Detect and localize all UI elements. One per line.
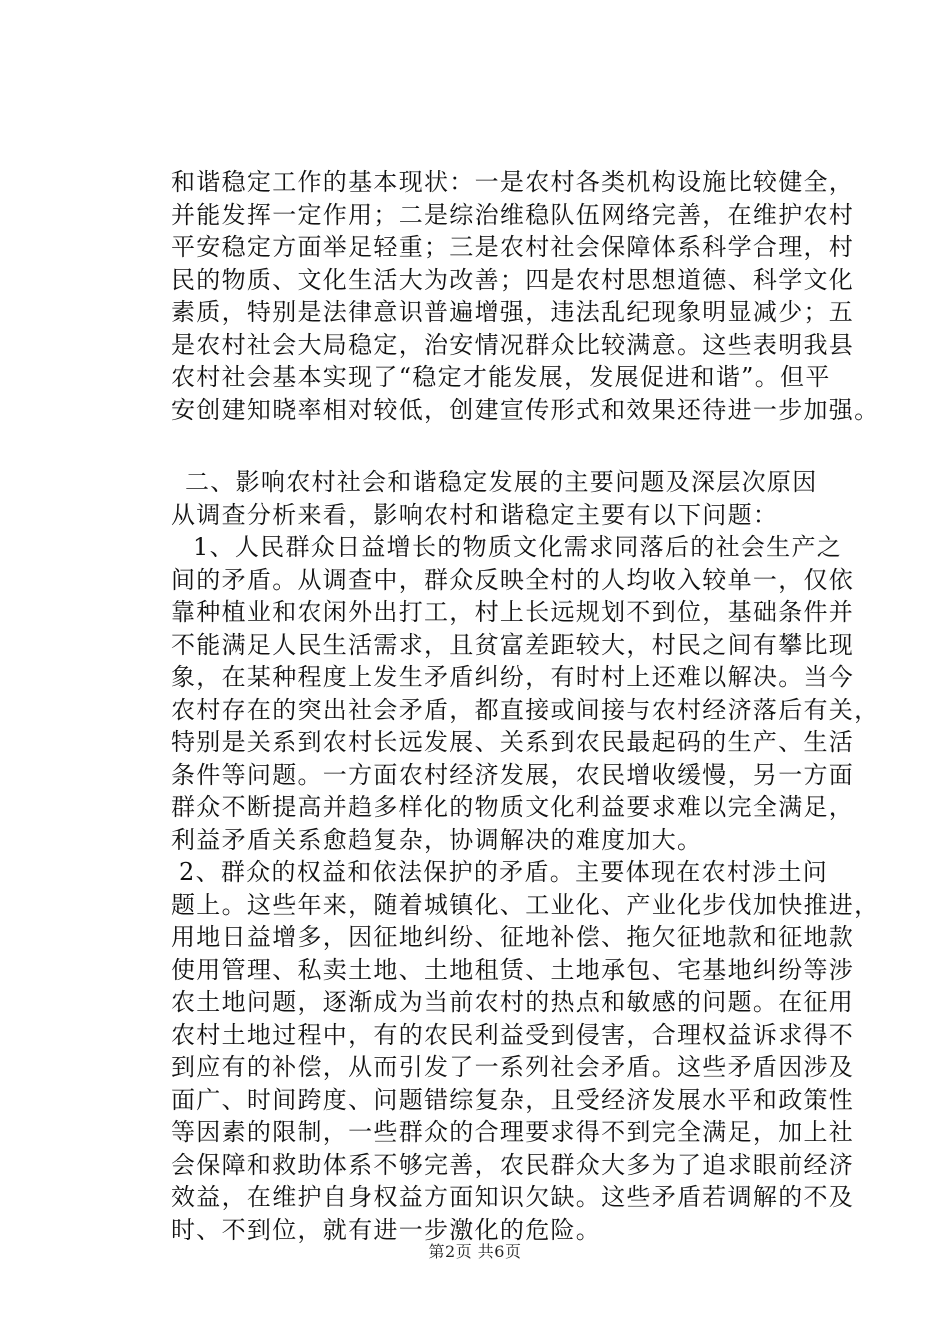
document-body: [171, 166, 880, 1246]
text-line: 会保障和救助体系不够完善，农民群众大多为了追求眼前经济: [171, 1150, 855, 1179]
text-line: 农村存在的突出社会矛盾，都直接或间接与农村经济落后有关，: [171, 695, 880, 724]
text-line: 平安稳定方面举足轻重；三是农村社会保障体系科学合理，村: [171, 233, 855, 261]
text-line: 农土地问题，逐渐成为当前农村的热点和敏感的问题。在征用: [171, 988, 855, 1016]
text-line: 靠种植业和农闲外出打工，村上长远规划不到位，基础条件并: [171, 598, 855, 626]
text-line: 2、群众的权益和依法保护的矛盾。主要体现在农村涉土问: [179, 858, 829, 886]
text-line: 特别是关系到农村长远发展、关系到农民最起码的生产、生活: [171, 728, 855, 756]
text-line: 农村社会基本实现了“稳定才能发展，发展促进和谐”。但平: [171, 363, 831, 391]
text-line: 时、不到位，就有进一步激化的危险。: [171, 1215, 602, 1244]
text-line: 和谐稳定工作的基本现状：一是农村各类机构设施比较健全，: [171, 168, 855, 196]
text-line: 到应有的补偿，从而引发了一系列社会矛盾。这些矛盾因涉及: [171, 1053, 855, 1081]
paragraph-current-status: [171, 166, 880, 426]
paragraph-intro: [171, 499, 861, 532]
text-line: 民的物质、文化生活大为改善；四是农村思想道德、科学文化: [171, 265, 855, 294]
paragraph-spacer: [171, 426, 861, 466]
paragraph-item-1: [171, 531, 880, 856]
text-line: 题上。这些年来，随着城镇化、工业化、产业化步伐加快推进，: [171, 890, 880, 919]
text-line: 农村土地过程中，有的农民利益受到侵害，合理权益诉求得不: [171, 1020, 855, 1049]
text-line: 群众不断提高并趋多样化的物质文化利益要求难以完全满足，: [171, 793, 855, 821]
text-line: 1、人民群众日益增长的物质文化需求同落后的社会生产之: [193, 533, 843, 561]
text-line: 条件等问题。一方面农村经济发展，农民增收缓慢，另一方面: [171, 760, 855, 789]
text-line: 从调查分析来看，影响农村和谐稳定主要有以下问题：: [171, 500, 779, 529]
section-heading: [171, 466, 861, 499]
text-line: 等因素的限制，一些群众的合理要求得不到完全满足，加上社: [171, 1118, 855, 1146]
text-line: 素质，特别是法律意识普遍增强，违法乱纪现象明显减少；五: [171, 298, 855, 326]
text-line: 使用管理、私卖土地、土地租赁、土地承包、宅基地纠纷等涉: [171, 955, 855, 984]
text-line: 不能满足人民生活需求，且贫富差距较大，村民之间有攀比现: [171, 630, 855, 659]
text-line: 是农村社会大局稳定，治安情况群众比较满意。这些表明我县: [171, 330, 855, 359]
text-line: 象，在某种程度上发生矛盾纠纷，有时村上还难以解决。当今: [171, 663, 855, 691]
text-line: 安创建知晓率相对较低，创建宣传形式和效果还待进一步加强。: [171, 395, 880, 424]
page-number-footer: 第2页 共6页: [428, 1242, 522, 1261]
paragraph-item-2: [171, 856, 880, 1246]
text-line: 利益矛盾关系愈趋复杂，协调解决的难度加大。: [171, 825, 703, 854]
text-line: 间的矛盾。从调查中，群众反映全村的人均收入较单一，仅依: [171, 565, 855, 594]
text-line: 用地日益增多，因征地纠纷、征地补偿、拖欠征地款和征地款: [171, 923, 855, 951]
text-line: 并能发挥一定作用；二是综治维稳队伍网络完善，在维护农村: [171, 200, 855, 229]
text-line: 效益，在维护自身权益方面知识欠缺。这些矛盾若调解的不及: [171, 1183, 855, 1211]
text-line: 面广、时间跨度、问题错综复杂，且受经济发展水平和政策性: [171, 1085, 855, 1114]
section-heading-text: 二、影响农村社会和谐稳定发展的主要问题及深层次原因: [185, 468, 818, 496]
